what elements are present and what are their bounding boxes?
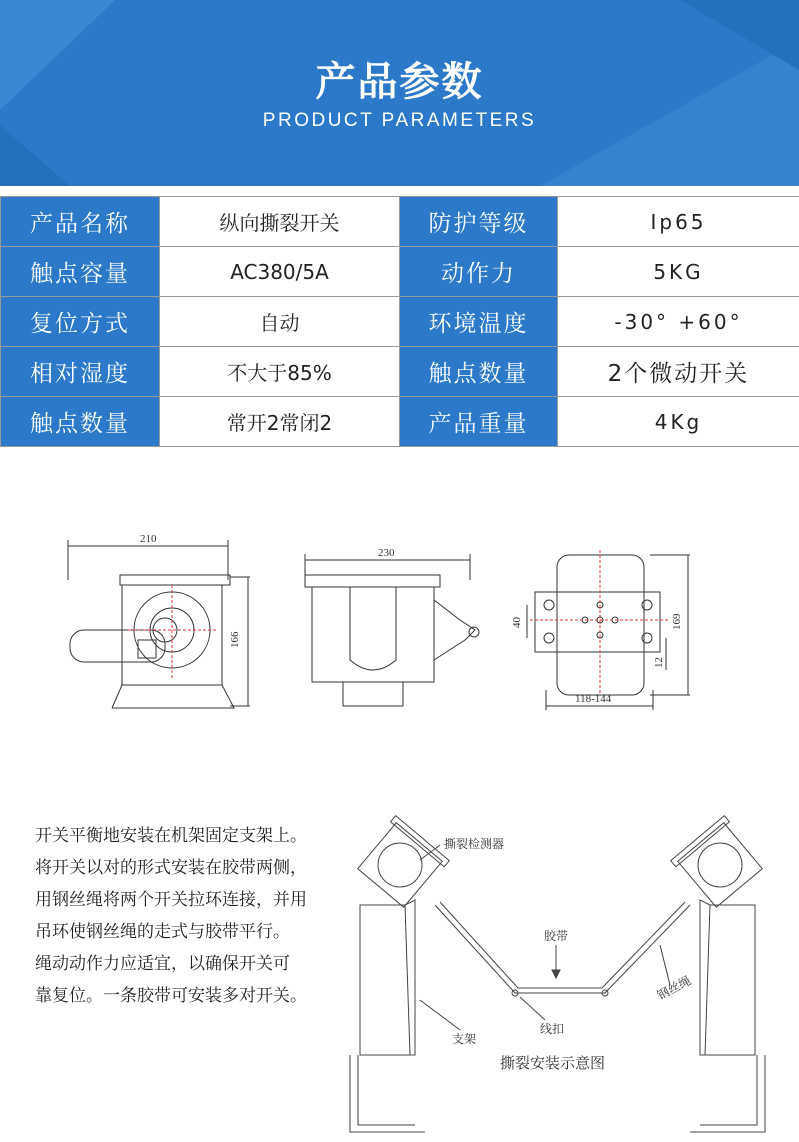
table-row — [1, 247, 799, 297]
instruction-line: 用钢丝绳将两个开关拉环连接，并用 — [35, 890, 307, 910]
belt — [435, 905, 690, 993]
table-row — [1, 197, 799, 247]
top-width-dim: 118-144 — [575, 693, 612, 705]
header-banner — [0, 0, 799, 186]
spec-table — [0, 196, 799, 447]
side-view-drawing — [305, 547, 479, 706]
label-clip: 线扣 — [540, 1022, 565, 1036]
instruction-line: 绳动动作力应适宜，以确保开关可 — [35, 954, 290, 974]
dimension-drawings — [0, 520, 799, 720]
spec-value: 5KG — [558, 247, 799, 297]
table-row — [1, 297, 799, 347]
right-detector — [671, 816, 766, 911]
top-dim-40: 40 — [511, 617, 523, 628]
top-dim-12: 12 — [653, 657, 665, 668]
spec-key: 触点数量 — [1, 397, 160, 447]
front-width-dim: 210 — [140, 533, 157, 545]
top-height-dim: 169 — [671, 613, 683, 630]
top-view-drawing — [511, 550, 690, 710]
table-row — [1, 397, 799, 447]
instruction-line: 吊环使钢丝绳的走式与胶带平行。 — [35, 922, 290, 942]
front-height-dim: 166 — [229, 631, 241, 648]
label-belt: 胶带 — [544, 929, 569, 943]
spec-key: 动作力 — [400, 247, 558, 297]
spec-key: 防护等级 — [400, 197, 558, 247]
label-bracket: 支架 — [452, 1032, 477, 1046]
spec-value: AC380/5A — [160, 247, 400, 297]
spec-value: 4Kg — [558, 397, 799, 447]
front-view-drawing — [68, 533, 250, 708]
right-bracket — [705, 905, 755, 1055]
spec-key: 触点数量 — [400, 347, 558, 397]
spec-key: 复位方式 — [1, 297, 160, 347]
spec-value: 自动 — [160, 297, 400, 347]
spec-value: -30° +60° — [558, 297, 799, 347]
spec-value: 纵向撕裂开关 — [160, 197, 400, 247]
spec-value: 2个微动开关 — [558, 347, 799, 397]
left-detector — [354, 816, 449, 911]
spec-value: Ip65 — [558, 197, 799, 247]
spec-key: 环境温度 — [400, 297, 558, 347]
label-detector: 撕裂检测器 — [444, 837, 505, 851]
left-bracket — [360, 905, 410, 1055]
diagram-caption: 撕裂安装示意图 — [500, 1054, 606, 1072]
spec-key: 产品重量 — [400, 397, 558, 447]
page-title: 产品参数 — [315, 59, 484, 105]
instruction-line: 开关平衡地安装在机架固定支架上。 — [35, 826, 307, 846]
side-width-dim: 230 — [378, 547, 395, 559]
label-wire-rope: 钢丝绳 — [654, 973, 694, 1003]
spec-key: 相对湿度 — [1, 347, 160, 397]
instruction-line: 将开关以对的形式安装在胶带两侧， — [35, 858, 307, 878]
table-row — [1, 347, 799, 397]
page-subtitle: PRODUCT PARAMETERS — [262, 110, 537, 131]
instruction-line: 靠复位。一条胶带可安装多对开关。 — [35, 986, 307, 1006]
spec-value: 常开2常闭2 — [160, 397, 400, 447]
spec-key: 产品名称 — [1, 197, 160, 247]
spec-value: 不大于85% — [160, 347, 400, 397]
installation-diagram — [340, 810, 790, 1135]
installation-instructions — [35, 820, 345, 1012]
spec-key: 触点容量 — [1, 247, 160, 297]
